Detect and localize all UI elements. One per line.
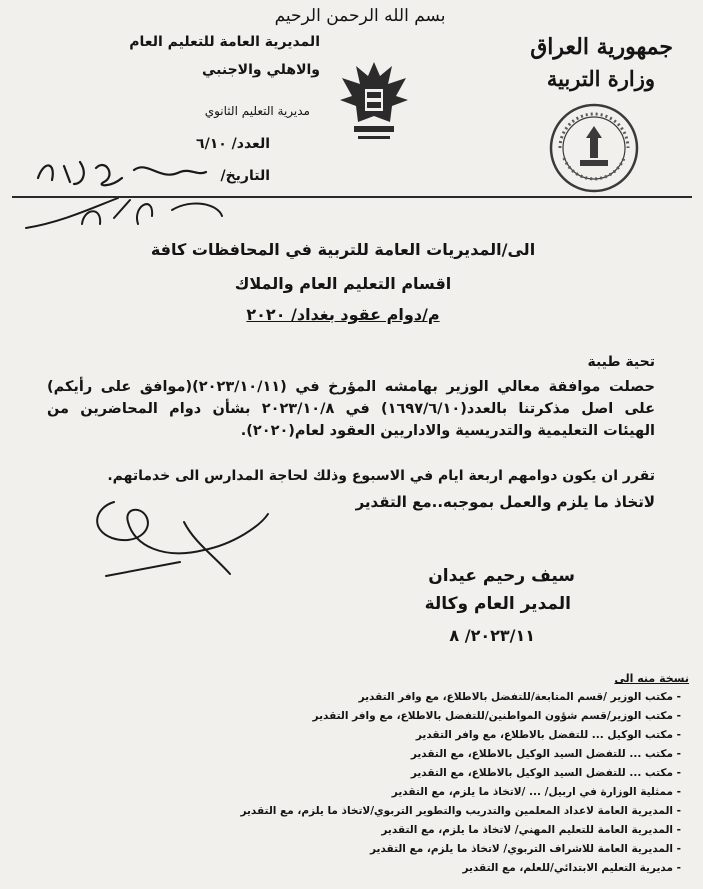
list-item: - المديرية العامة للاشراف التربوي/ لاتخاذ ما يلزم، مع التقدير: [369, 843, 681, 855]
general-directorate-line2: والاهلي والاجنبي: [202, 62, 320, 78]
list-item: - مكتب الوزير /قسم المتابعة/للتفضل بالاطلاع، مع وافر التقدير: [358, 691, 681, 703]
list-item: - المديرية العامة لاعداد المعلمين والتدريب والتطوير التربوي/لاتخاذ ما يلزم، مع التقدير: [240, 805, 681, 817]
list-item: - مكتب ... للتفضل السيد الوكيل بالاطلاع، مع التقدير: [410, 748, 681, 760]
address-line-recipients: الى/المديريات العامة للتربية في المحافظات كافة: [150, 240, 536, 259]
country-name: جمهورية العراق: [530, 34, 673, 60]
handwritten-signature: [84, 486, 274, 586]
date-label: التاريخ/: [220, 168, 270, 184]
address-line-departments: اقسام التعليم العام والملاك: [234, 274, 452, 293]
signature-date: ٢٠٢٣/١١/ ٨: [449, 626, 535, 645]
sub-directorate: مديرية التعليم الثانوي: [204, 104, 310, 118]
ministry-name: وزارة التربية: [546, 66, 655, 91]
body-paragraph: حصلت موافقة معالي الوزير بهامشه المؤرخ في (٢٠٢٣/١٠/١١)(موافق على رأيكم) على اصل مذكرتنا بالعدد(١٦٩٧/٦/١٠) في ٢٠٢٣/١٠/٨ بشأن دوام المحاضرين من الهيئات التعليمية والتدريسية والاداريين العقود لعام(٢٠٢٠).: [47, 379, 656, 439]
header-divider: [12, 196, 692, 198]
list-item: - ممثلية الوزارة في اربيل/ ... /لاتخاذ ما يلزم، مع التقدير: [391, 786, 681, 798]
list-item: - مديرية التعليم الابتدائي/للعلم، مع التقدير: [462, 862, 681, 874]
ministry-seal-icon: [548, 102, 640, 194]
closing-line: لاتخاذ ما يلزم والعمل بموجبه..مع التقدير: [355, 493, 655, 511]
signatory-title: المدير العام وكالة: [424, 594, 571, 614]
reference-number: العدد/ ٦/١٠: [196, 136, 270, 152]
general-directorate-line1: المديرية العامة للتعليم العام: [129, 34, 320, 50]
list-item: - مكتب الوزير/قسم شؤون المواطنين/للتفضل بالاطلاع، مع وافر التقدير: [312, 710, 681, 722]
list-item: - المديرية العامة للتعليم المهني/ لاتخاذ ما يلزم، مع التقدير: [381, 824, 681, 836]
list-item: - مكتب ... للتفضل السيد الوكيل بالاطلاع، مع التقدير: [410, 767, 681, 779]
subject-line: م/دوام عقود بغداد/ ٢٠٢٠: [246, 305, 440, 324]
list-item: - مكتب الوكيل ... للتفضل بالاطلاع، مع وافر التقدير: [415, 729, 681, 741]
decision-line: تقرر ان يكون دوامهم اربعة ايام في الاسبوع وذلك لحاجة المدارس الى خدماتهم.: [107, 468, 655, 484]
copies-title: نسخة منه الى: [614, 672, 689, 685]
greeting: تحية طيبة: [587, 354, 655, 370]
eagle-emblem-icon: [334, 56, 414, 148]
copies-list: [240, 688, 681, 878]
basmala: بسم الله الرحمن الرحيم: [274, 6, 446, 26]
signatory-name: سيف رحيم عيدان: [428, 566, 575, 586]
